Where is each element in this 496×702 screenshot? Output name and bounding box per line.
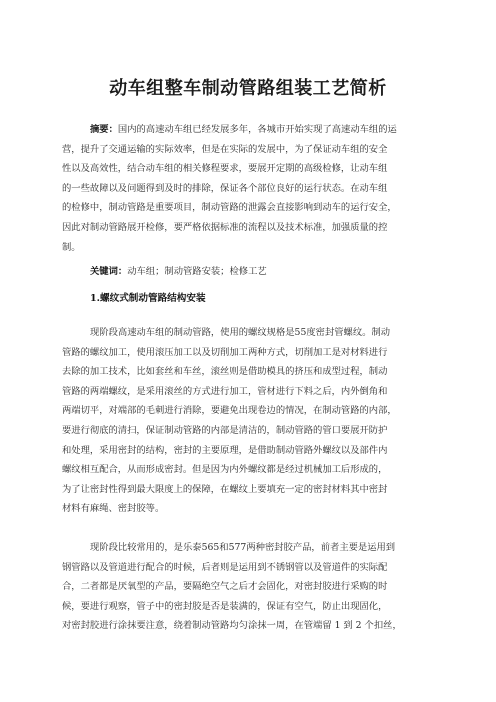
body-paragraph [62,323,434,519]
abstract-line: 摘要：国内的高速动车组已经发展多年，各城市开始实现了高速动车组的运 [90,124,397,135]
paragraph-line: 合，二者都是厌氧型的产品，要隔绝空气之后才会固化，对密封胶进行采购的时 [62,581,388,593]
keywords-text: 动车组；制动管路安装；检修工艺 [127,266,267,277]
paragraph-line: 材料有麻绳、密封胶等。 [62,503,165,515]
paragraph-line: 两端切平，对端部的毛刺进行消除，要避免出现卷边的情况，在制动管路的内部， [62,405,397,417]
paragraph-line: 候，要进行观察，管子中的密封胶是否是装满的，保证有空气，防止出现固化， [62,600,388,612]
paragraph-line: 现阶段比较常用的，是乐泰565和577两种密封胶产品，前者主要是运用到 [90,542,396,553]
abstract-line: 制。 [62,241,81,253]
body-paragraph [62,538,434,636]
paragraph-line: 为了让密封性得到最大限度上的保障，在螺纹上要填充一定的密封材料其中密封 [62,483,388,495]
keywords-line [90,262,462,282]
keywords-label: 关键词： [90,266,128,277]
paragraph-line: 对密封胶进行涂抹要注意，绕着制动管路均匀涂抹一周，在管端留 1 到 2 个扣丝， [62,620,402,632]
abstract-line: 营，提升了交通运输的实际效率，但是在实际的发展中，为了保证动车组的安全 [62,143,388,155]
abstract-line: 性以及高效性，结合动车组的相关修程要求，要展开定期的高级检修，让动车组 [62,163,388,175]
abstract-line: 的一些故障以及问题得到及时的排除，保证各个部位良好的运行状态。在动车组 [62,182,388,194]
abstract-line: 因此对制动管路展开检修，要严格依据标准的流程以及技术标准，加强质量的控 [62,221,388,233]
paragraph-line: 要进行彻底的清扫，保证制动管路的内部是清洁的，制动管路的管口要展开防护 [62,424,388,436]
paragraph-line: 钢管路以及管道进行配合的时候，后者则是运用到不锈钢管以及管道件的实际配 [62,561,388,573]
abstract-label: 摘要： [90,124,118,135]
paragraph-line: 现阶段高速动车组的制动管路，使用的螺纹规格是55度密封管螺纹。制动 [90,327,391,338]
paragraph-line: 螺纹相互配合，从而形成密封。但是因为内外螺纹都是经过机械加工后形成的， [62,464,388,476]
paragraph-line: 管路的螺纹加工，使用滚压加工以及切削加工两种方式，切削加工是对材料进行 [62,346,388,358]
document-title: 动车组整车制动管路组装工艺简析 [109,78,387,99]
section-heading: 1.螺纹式制动管路结构安装 [90,293,206,304]
paragraph-line: 管路的两端螺纹，是采用滚丝的方式进行加工，管材进行下料之后，内外倒角和 [62,385,388,397]
abstract-paragraph [62,120,434,257]
paragraph-line: 去除的加工技术，比如套丝和车丝，滚丝则是借助模具的挤压和成型过程，制动 [62,366,388,378]
abstract-line: 的检修中，制动管路是重要项目，制动管路的泄露会直接影响到动车的运行安全， [62,202,397,214]
paragraph-line: 和处理，采用密封的结构，密封的主要原理，是借助制动管路外螺纹以及部件内 [62,444,388,456]
